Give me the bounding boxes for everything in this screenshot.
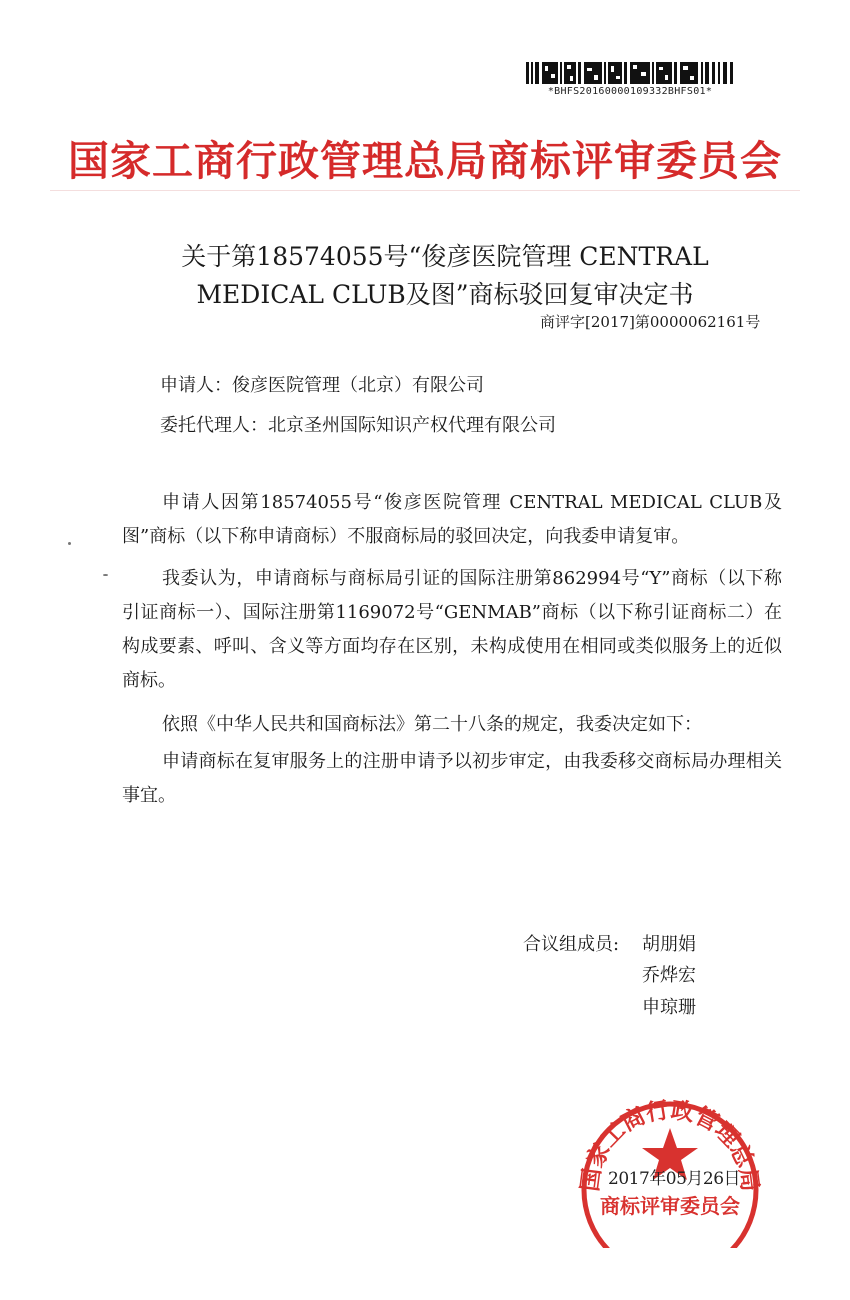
body-paragraph: 申请商标在复审服务上的注册申请予以初步审定，由我委移交商标局办理相关事宜。 (122, 751, 782, 806)
panel-member: 胡朋娟 (642, 934, 696, 955)
body-paragraph: 我委认为，申请商标与商标局引证的国际注册第862994号“Y”商标（以下称引证商标一）、国际注册第1169072号“GENMAB”商标（以下称引证商标二）在构成要素、呼叫、含义等方面均存在区别，未构成使用在相同或类似服务上的近似商标。 (122, 568, 782, 691)
official-seal (560, 1078, 780, 1248)
body-paragraph: 依照《中华人民共和国商标法》第二十八条的规定，我委决定如下： (162, 714, 702, 735)
panel-label: 合议组成员: (523, 934, 620, 955)
applicant: 申请人：俊彦医院管理（北京）有限公司 (160, 375, 484, 396)
agent: 委托代理人：北京圣州国际知识产权代理有限公司 (160, 415, 556, 436)
issue-date: 2017年05月26日 (608, 1169, 741, 1189)
header-rule (50, 190, 800, 191)
document-number: 商评字[2017]第0000062161号 (540, 313, 761, 331)
barcode (520, 62, 740, 102)
seal-bottom-text: 商标评审委员会 (600, 1194, 740, 1218)
document-title-line-2: MEDICAL CLUB及图”商标驳回复审决定书 (196, 280, 694, 309)
seal-top-text: 国家工商行政管理总局 (576, 1096, 764, 1193)
scan-speck (68, 542, 71, 545)
issuer-header: 国家工商行政管理总局商标评审委员会 (68, 137, 782, 185)
panel-member: 申琼珊 (642, 997, 696, 1018)
body-paragraph: 申请人因第18574055号“俊彦医院管理 CENTRAL MEDICAL CLUB及图”商标（以下称申请商标）不服商标局的驳回决定，向我委申请复审。 (122, 492, 782, 547)
panel-member: 乔烨宏 (642, 965, 696, 986)
scan-speck (103, 574, 108, 576)
document-title-line-1: 关于第18574055号“俊彦医院管理 CENTRAL (181, 242, 709, 271)
barcode-code-text: *BHFS20160000109332BHFS01* (547, 86, 713, 97)
barcode-bars (526, 62, 736, 84)
